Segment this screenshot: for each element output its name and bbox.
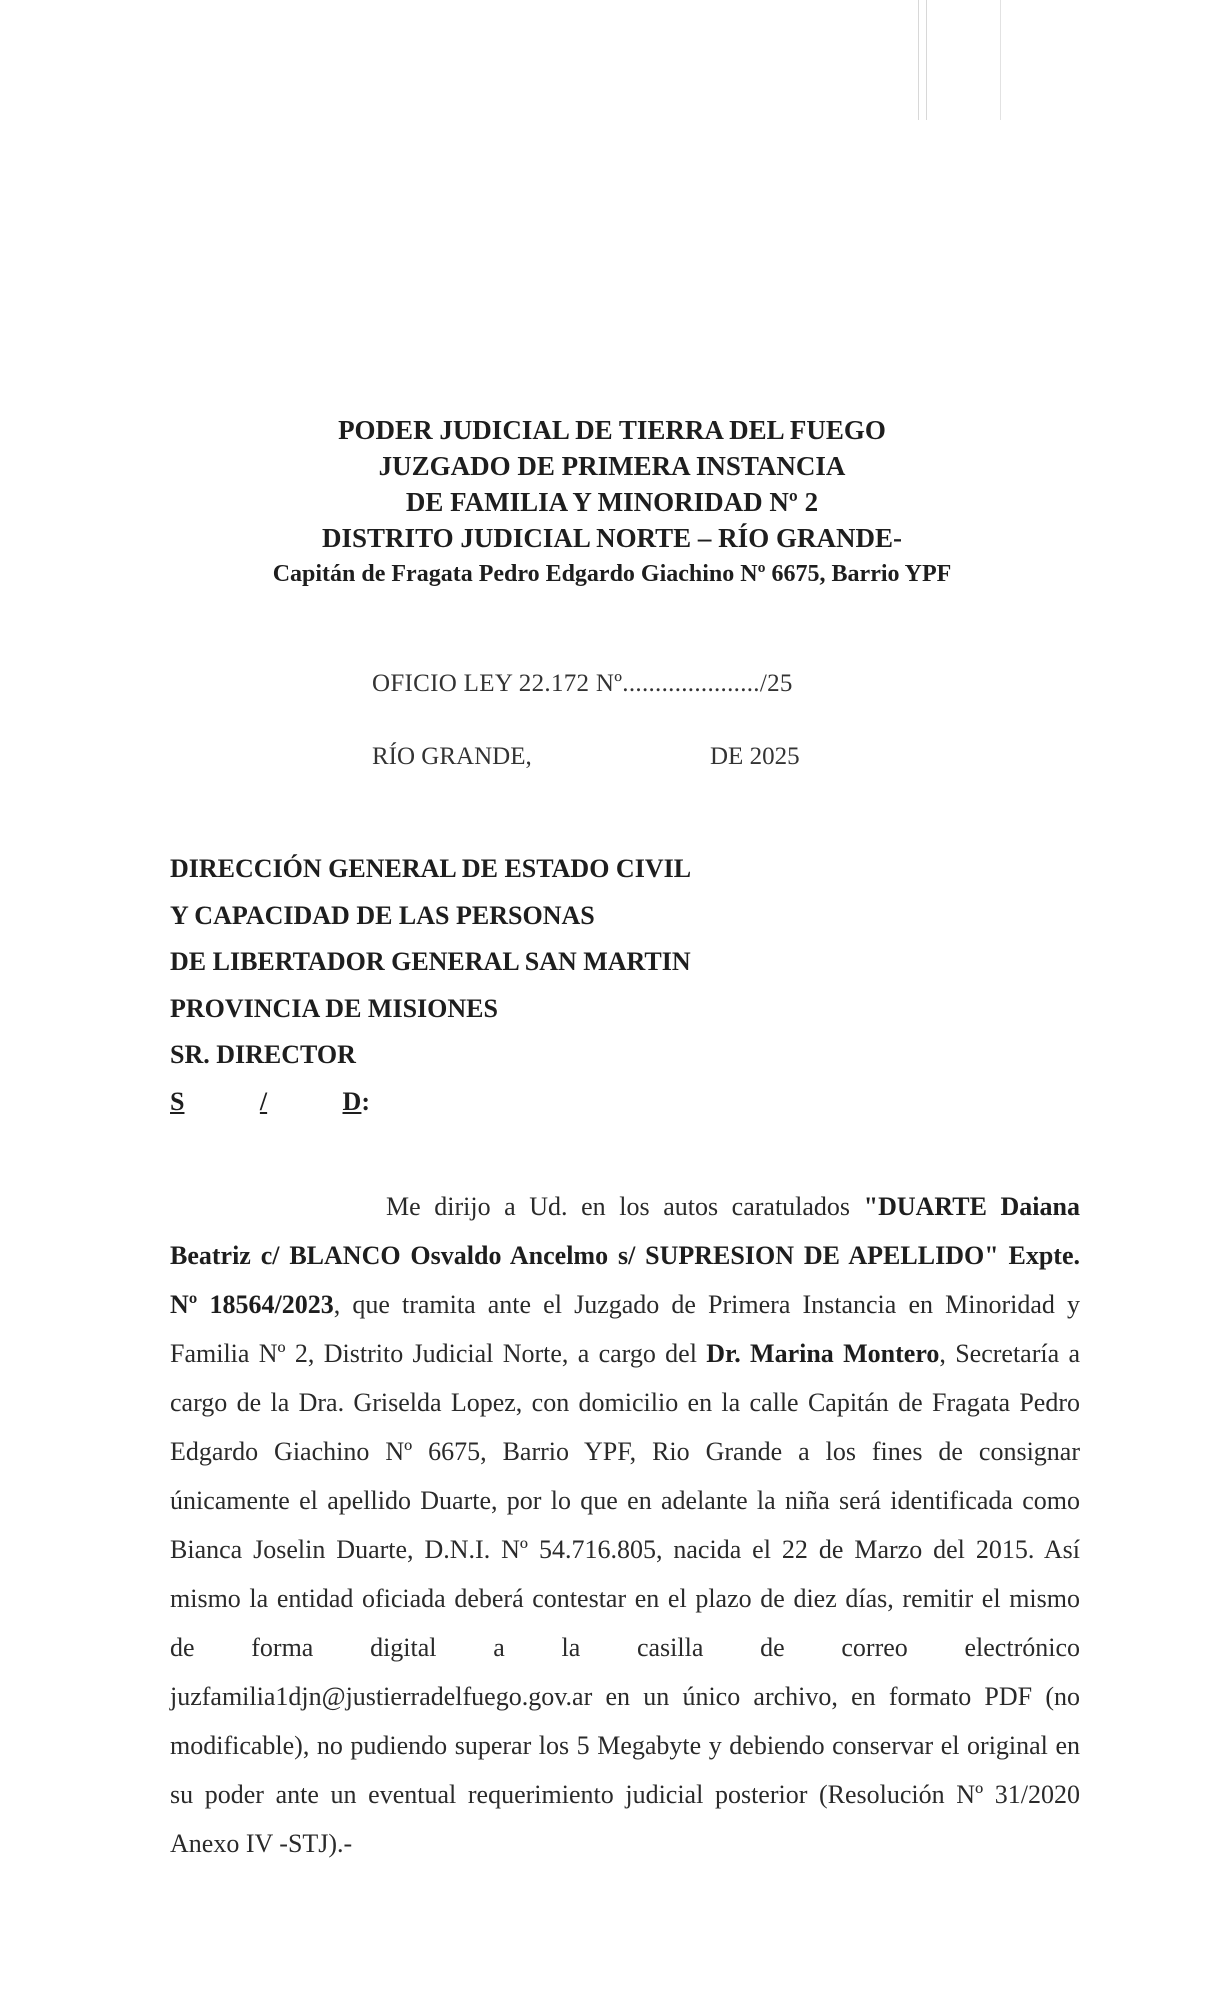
court-header [0,412,1224,592]
sd-d-wrap [343,1079,370,1126]
recipient-line: PROVINCIA DE MISIONES [170,993,498,1023]
recipient-line: Y CAPACIDAD DE LAS PERSONAS [170,900,595,930]
header-line: JUZGADO DE PRIMERA INSTANCIA [378,451,846,481]
sd-d: D [342,1086,362,1116]
body-text-2: , que tramita ante el Juzgado de Primera Instancia en Minoridad y Familia Nº 2, Distrito Judicial Norte, a cargo del [170,1290,1080,1368]
sd-colon: : [361,1086,370,1116]
scan-artifact-line [926,0,927,120]
scan-artifact-line [1000,0,1001,120]
header-line: PODER JUDICIAL DE TIERRA DEL FUEGO [338,415,886,445]
header-line: DISTRITO JUDICIAL NORTE – RÍO GRANDE- [322,523,902,553]
court-address: Capitán de Fragata Pedro Edgardo Giachino Nº 6675, Barrio YPF [272,561,952,587]
oficio-number: OFICIO LEY 22.172 Nº...................../25 [372,670,793,697]
sd-s: S [170,1086,185,1116]
recipient-line: SR. DIRECTOR [170,1040,356,1069]
case-title: "DUARTE Daiana Beatriz c/ BLANCO Osvaldo Ancelmo s/ SUPRESION DE APELLIDO" Expte. Nº 18564/2023 [170,1192,1080,1319]
judge-name: Dr. Marina Montero [706,1339,940,1368]
body-paragraph [170,1182,1080,1868]
recipient-block [170,846,691,1125]
oficio-place: RÍO GRANDE, [372,743,532,770]
recipient-line: DE LIBERTADOR GENERAL SAN MARTIN [170,947,691,976]
header-line: DE FAMILIA Y MINORIDAD Nº 2 [405,487,819,517]
recipient-line: DIRECCIÓN GENERAL DE ESTADO CIVIL [170,854,692,883]
body-text-3: , Secretaría a cargo de la Dra. Griselda Lopez, con domicilio en la calle Capitán de Fragata Pedro Edgardo Giachino Nº 6675, Barrio YPF, Rio Grande a los fines de consignar únicamente el apellido Duarte, por lo que en adelante la niña será identificada como Bianca Joselin Duarte, D.N.I. Nº 54.716.805, nacida el 22 de Marzo del 2015. Así mismo la entidad oficiada deberá contestar en el plazo de diez días, remitir el mismo de forma digital a la casilla de correo electrónico juzfamilia1djn@justierradelfuego.gov.ar en un único archivo, en formato PDF (no modificable), no pudiendo superar los 5 Megabyte y debiendo conservar el original en su poder ante un eventual requerimiento judicial posterior (Resolución Nº 31/2020 Anexo IV -STJ).- [170,1339,1081,1858]
scan-artifact-line [918,0,919,120]
sd-abbreviation [170,1079,370,1126]
body-text-1: Me dirijo a Ud. en los autos caratulados [386,1192,864,1221]
sd-slash: / [259,1086,268,1116]
oficio-year: DE 2025 [710,743,800,770]
